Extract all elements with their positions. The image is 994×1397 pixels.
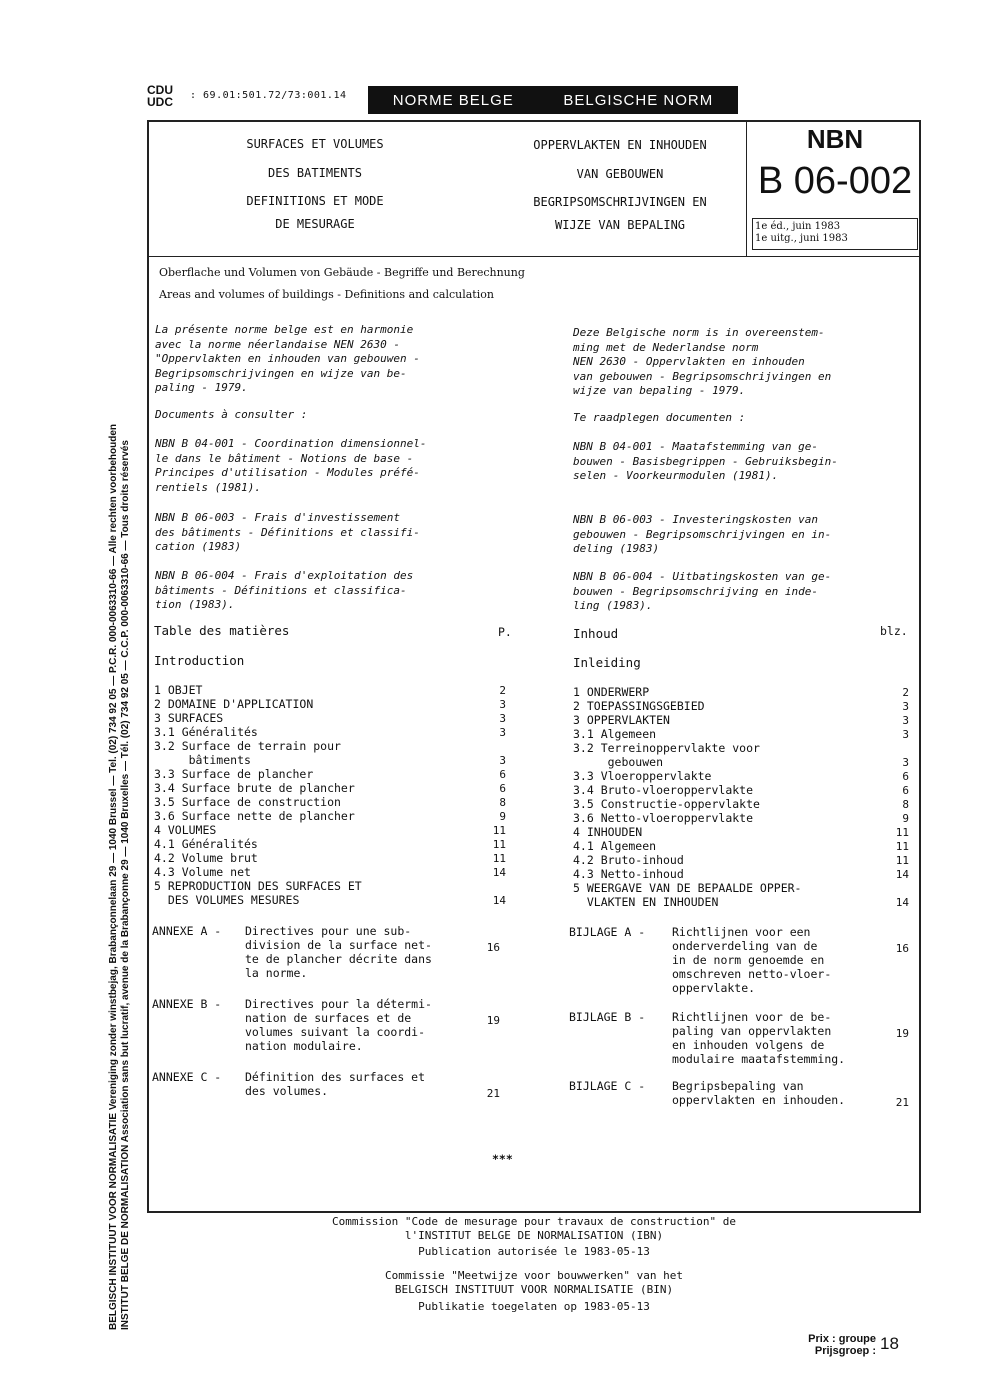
toc-item-label: 1 ONDERWERP xyxy=(573,685,650,699)
intro-nl: Deze Belgische norm is in overeenstem- ming met de Nederlandse norm NEN 2630 - Oppervlakten en inhouden van gebouwen - Begripsomschrijvingen en wijze van bepaling - 1979. xyxy=(573,326,832,397)
toc-item-page: 2 xyxy=(902,686,909,699)
toc-item-page: 2 xyxy=(499,684,506,697)
toc-item xyxy=(573,685,908,699)
toc-item xyxy=(154,837,509,851)
toc-item xyxy=(573,713,908,727)
toc-item-label: 5 REPRODUCTION DES SURFACES ET DES VOLUMES MESURES xyxy=(154,879,362,907)
toc-item-page: 6 xyxy=(902,784,909,797)
toc-item xyxy=(154,865,509,879)
annex-item-text: Richtlijnen voor een onderverdeling van de in de norm genoemde en omschreven netto-vloer- oppervlakte. xyxy=(672,925,832,995)
toc-item-page: 8 xyxy=(902,798,909,811)
classification-ref: : 69.01:501.72/73:001.14 xyxy=(190,90,347,101)
toc-item-page: 3 xyxy=(902,700,909,713)
toc-item-label: 3.6 Netto-vloeroppervlakte xyxy=(573,811,754,825)
code-divider xyxy=(746,120,747,257)
annex-item-label: ANNEXE A - xyxy=(152,924,222,938)
toc-item-label: 3.1 Généralités xyxy=(154,725,258,739)
annex-item-label: ANNEXE B - xyxy=(152,997,222,1011)
cdu-label: CDU UDC xyxy=(147,83,173,109)
annex-item-label: BIJLAGE A - xyxy=(569,925,646,939)
toc-item-label: 4 INHOUDEN xyxy=(573,825,643,839)
banner-nl: BELGISCHE NORM xyxy=(563,91,714,109)
toc-item-label: 4.1 Généralités xyxy=(154,837,258,851)
toc-item-label: 3.6 Surface nette de plancher xyxy=(154,809,355,823)
toc-item-label: 4.1 Algemeen xyxy=(573,839,657,853)
toc-item-page: 11 xyxy=(895,854,909,867)
sidebar-line-fr: INSTITUT BELGE DE NORMALISATION Association sans but lucratif, avenue de la Brabançonne 29 — 1040 Bruxelles — Tél. (02) 734 92 05 — C.C.P. 000-0063310-66 — Tous droits réservés xyxy=(120,440,131,1330)
annex-list-nl xyxy=(569,925,909,1109)
toc-item xyxy=(573,783,908,797)
annex-item xyxy=(152,924,507,980)
annex-item-page: 16 xyxy=(895,942,909,955)
annex-item-label: BIJLAGE B - xyxy=(569,1010,646,1024)
toc-list-fr xyxy=(154,683,509,907)
toc-item-label: 3.2 Surface de terrain pour bâtiments xyxy=(154,739,341,767)
toc-item xyxy=(573,825,908,839)
toc-item xyxy=(573,741,908,769)
toc-item-page: 3 xyxy=(499,712,506,725)
toc-item-page: 8 xyxy=(499,796,506,809)
toc-item-label: 4.2 Volume brut xyxy=(154,851,258,865)
toc-item-label: 1 OBJET xyxy=(154,683,203,697)
ref-nl-2: NBN B 06-003 - Investeringskosten van gebouwen - Begripsomschrijvingen en in- deling (1983) xyxy=(573,513,832,555)
toc-item xyxy=(573,727,908,741)
toc-item-label: 3.5 Constructie-oppervlakte xyxy=(573,797,760,811)
footer-divider xyxy=(147,1212,921,1213)
annex-item-label: ANNEXE C - xyxy=(152,1070,222,1084)
annex-item-text: Directives pour la détermi- nation de surfaces et de volumes suivant la coordi- nation modulaire. xyxy=(245,997,432,1053)
toc-item-page: 14 xyxy=(895,896,909,909)
footer-institute-fr: l'INSTITUT BELGE DE NORMALISATION (IBN) xyxy=(404,1229,664,1242)
toc-item xyxy=(154,711,509,725)
toc-item-label: 3.4 Bruto-vloeroppervlakte xyxy=(573,783,754,797)
toc-item-label: 3.3 Surface de plancher xyxy=(154,767,314,781)
toc-item-label: 4.3 Volume net xyxy=(154,865,251,879)
toc-item xyxy=(154,781,509,795)
toc-item-page: 14 xyxy=(492,866,506,879)
toc-item xyxy=(154,683,509,697)
toc-item xyxy=(154,697,509,711)
toc-p-nl: blz. xyxy=(880,624,908,638)
toc-item-label: 3 OPPERVLAKTEN xyxy=(573,713,670,727)
toc-item-page: 6 xyxy=(499,768,506,781)
toc-item xyxy=(154,767,509,781)
annex-item-page: 19 xyxy=(895,1027,909,1040)
edition-box: 1e éd., juin 1983 1e uitg., juni 1983 xyxy=(752,218,918,250)
ref-nl-3: NBN B 06-004 - Uitbatingskosten van ge- bouwen - Begripsomschrijving en inde- ling (1983). xyxy=(573,570,832,612)
toc-p-fr: P. xyxy=(498,625,512,639)
toc-heading-nl: Inhoud xyxy=(573,626,619,641)
toc-item-page: 3 xyxy=(499,698,506,711)
price-label: Prix : groupe Prijsgroep : xyxy=(808,1333,876,1357)
toc-item-page: 14 xyxy=(895,868,909,881)
ref-fr-1: NBN B 04-001 - Coordination dimensionnel- le dans le bâtiment - Notions de base - Principes d'utilisation - Modules préfé- rentiels (1981). xyxy=(155,437,427,494)
toc-item xyxy=(154,739,509,767)
ref-fr-3: NBN B 06-004 - Frais d'exploitation des bâtiments - Définitions et classifica- tion (1983). xyxy=(155,569,414,611)
toc-item-label: 4 VOLUMES xyxy=(154,823,217,837)
docs-heading-nl: Te raadplegen documenten : xyxy=(573,411,746,424)
annex-item xyxy=(152,1070,507,1098)
toc-item xyxy=(154,725,509,739)
annex-item xyxy=(152,997,507,1053)
price-group: 18 xyxy=(880,1334,899,1353)
banner-fr: NORME BELGE xyxy=(392,91,514,109)
toc-item-page: 6 xyxy=(902,770,909,783)
toc-item-page: 11 xyxy=(895,840,909,853)
toc-item-label: 2 TOEPASSINGSGEBIED xyxy=(573,699,705,713)
subtitle-de: Oberflache und Volumen von Gebäude - Begriffe und Berechnung xyxy=(159,266,525,279)
toc-item-label: 4.3 Netto-inhoud xyxy=(573,867,684,881)
toc-intro-nl: Inleiding xyxy=(573,655,641,670)
toc-item-label: 5 WEERGAVE VAN DE BEPAALDE OPPER- VLAKTEN EN INHOUDEN xyxy=(573,881,802,909)
annex-item-text: Définition des surfaces et des volumes. xyxy=(245,1070,426,1098)
title-fr: SURFACES ET VOLUMES DES BATIMENTS DEFINITIONS ET MODE DE MESURAGE xyxy=(246,137,384,231)
toc-item-page: 3 xyxy=(902,714,909,727)
toc-item xyxy=(573,699,908,713)
sidebar-line-nl: BELGISCH INSTITUUT VOOR NORMALISATIE Vereniging zonder winstbejag, Brabançonnelaan 29 — 1040 Brussel — Tel. (02) 734 92 05 — P.C.R. 000-0063310-66 — Alle rechten voorbehouden xyxy=(108,424,119,1330)
toc-item-page: 11 xyxy=(895,826,909,839)
toc-item-page: 3 xyxy=(499,754,506,767)
annex-item-text: Directives pour une sub- division de la surface net- te de plancher décrite dans la norme. xyxy=(245,924,432,980)
toc-item-label: 3.5 Surface de construction xyxy=(154,795,341,809)
norm-banner xyxy=(368,86,738,114)
toc-item-label: 3.3 Vloeroppervlakte xyxy=(573,769,712,783)
annex-item-page: 19 xyxy=(486,1014,500,1027)
docs-heading-fr: Documents à consulter : xyxy=(155,408,308,421)
stars-separator: *** xyxy=(492,1152,513,1166)
toc-item-page: 3 xyxy=(902,756,909,769)
toc-item xyxy=(154,879,509,907)
ref-fr-2: NBN B 06-003 - Frais d'investissement des bâtiments - Définitions et classifi- cation (1983) xyxy=(155,511,420,553)
toc-item-label: 2 DOMAINE D'APPLICATION xyxy=(154,697,314,711)
toc-item xyxy=(154,851,509,865)
annex-item xyxy=(569,1010,909,1066)
title-divider xyxy=(147,256,921,257)
toc-item-label: 3.4 Surface brute de plancher xyxy=(154,781,355,795)
toc-item-label: 3.2 Terreinoppervlakte voor gebouwen xyxy=(573,741,760,769)
toc-item-label: 3.1 Algemeen xyxy=(573,727,657,741)
toc-item-page: 11 xyxy=(492,852,506,865)
annex-list-fr xyxy=(152,924,507,1098)
toc-list-nl xyxy=(573,685,908,909)
toc-item xyxy=(573,839,908,853)
annex-item-page: 21 xyxy=(895,1096,909,1109)
footer-publication-fr: Publication autorisée le 1983-05-13 xyxy=(418,1245,650,1258)
toc-item-page: 3 xyxy=(902,728,909,741)
toc-item-page: 9 xyxy=(499,810,506,823)
annex-item-page: 21 xyxy=(486,1087,500,1100)
toc-item-page: 3 xyxy=(499,726,506,739)
toc-item-label: 3 SURFACES xyxy=(154,711,224,725)
toc-item-page: 14 xyxy=(492,894,506,907)
toc-item-page: 6 xyxy=(499,782,506,795)
footer-institute-nl: BELGISCH INSTITUUT VOOR NORMALISATIE (BIN) xyxy=(394,1283,674,1296)
annex-item-page: 16 xyxy=(486,941,500,954)
annex-item-text: Begripsbepaling van oppervlakten en inhouden. xyxy=(672,1079,846,1107)
toc-item xyxy=(573,769,908,783)
intro-fr: La présente norme belge est en harmonie avec la norme néerlandaise NEN 2630 - "Oppervlakten en inhouden van gebouwen - Begripsomschrijvingen en wijze van be- paling - 1979. xyxy=(155,323,420,394)
footer-commission-fr: Commission "Code de mesurage pour travaux de construction" de xyxy=(332,1215,736,1228)
toc-item-page: 9 xyxy=(902,812,909,825)
toc-item xyxy=(573,881,908,909)
toc-item xyxy=(154,795,509,809)
title-nl: OPPERVLAKTEN EN INHOUDEN VAN GEBOUWEN BEGRIPSOMSCHRIJVINGEN EN WIJZE VAN BEPALING xyxy=(533,138,707,232)
annex-item xyxy=(569,1079,909,1109)
toc-item xyxy=(154,809,509,823)
toc-item xyxy=(154,823,509,837)
toc-item-label: 4.2 Bruto-inhoud xyxy=(573,853,684,867)
toc-item-page: 11 xyxy=(492,838,506,851)
toc-item xyxy=(573,853,908,867)
toc-item xyxy=(573,867,908,881)
footer-publication-nl: Publikatie toegelaten op 1983-05-13 xyxy=(418,1300,650,1313)
toc-heading-fr: Table des matières xyxy=(154,623,290,638)
toc-item xyxy=(573,811,908,825)
nbn-logo: NBN xyxy=(806,124,864,154)
norm-code: B 06-002 xyxy=(757,160,913,202)
annex-item-text: Richtlijnen voor de be- paling van oppervlakten en inhouden volgens de modulaire maatafstemming. xyxy=(672,1010,846,1066)
toc-item xyxy=(573,797,908,811)
annex-item-label: BIJLAGE C - xyxy=(569,1079,646,1093)
footer-commission-nl: Commissie "Meetwijze voor bouwwerken" van het xyxy=(384,1269,683,1282)
toc-item-page: 11 xyxy=(492,824,506,837)
annex-item xyxy=(569,925,909,995)
subtitle-en: Areas and volumes of buildings - Definitions and calculation xyxy=(159,288,494,301)
toc-intro-fr: Introduction xyxy=(154,653,245,668)
ref-nl-1: NBN B 04-001 - Maatafstemming van ge- bouwen - Basisbegrippen - Gebruiksbegin- selen - Voorkeurmodulen (1981). xyxy=(573,440,838,482)
